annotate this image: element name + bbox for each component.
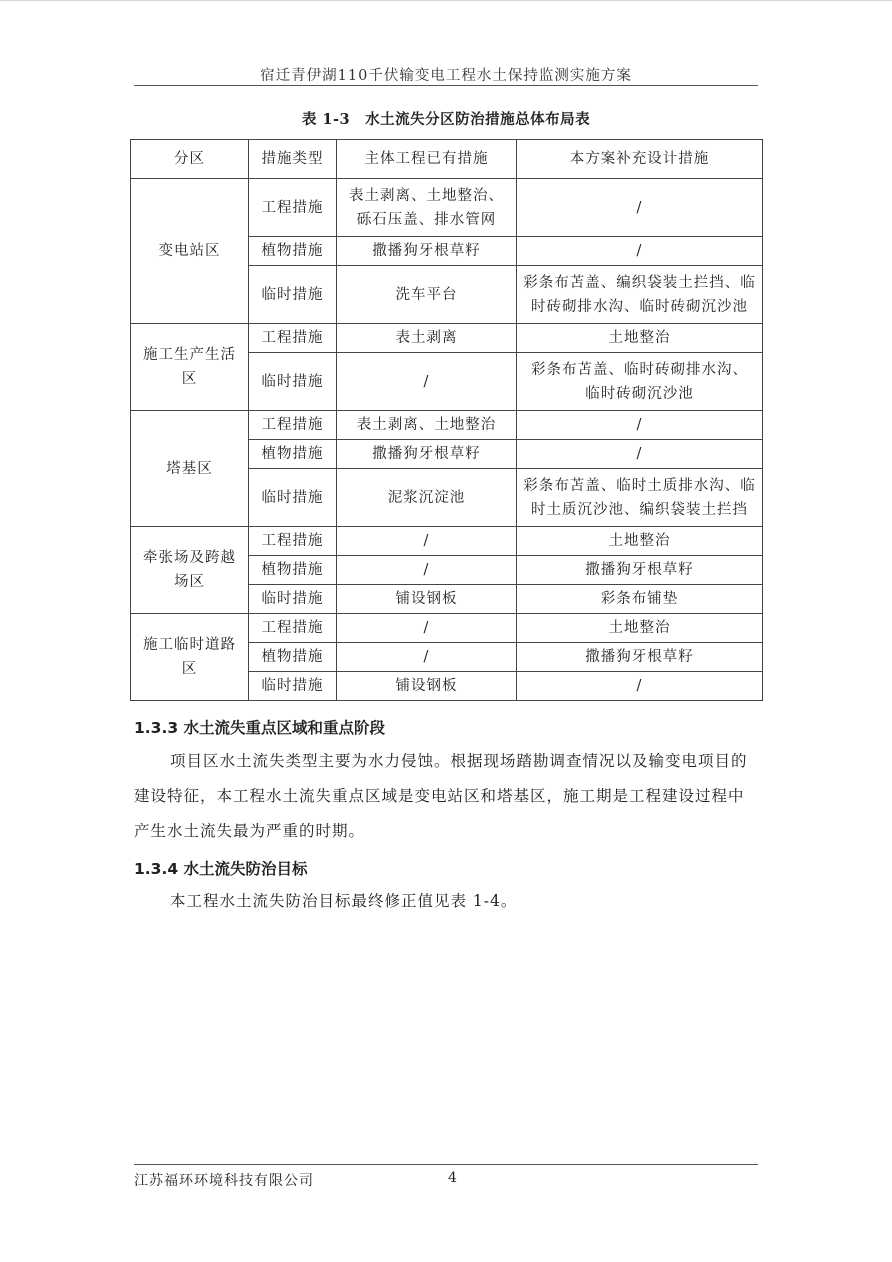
existing-measures-cell xyxy=(337,672,517,701)
cell-text-line: / xyxy=(636,199,643,216)
measure-type-cell: 植物措施 xyxy=(249,556,337,585)
cell-text-line: / xyxy=(636,678,643,694)
cell-text-line: 撒播狗牙根草籽 xyxy=(372,243,481,259)
cell-text-line: 彩条布铺垫 xyxy=(600,591,679,607)
measure-type-cell: 工程措施 xyxy=(249,614,337,643)
zone-cell: 塔基区 xyxy=(131,411,249,527)
measure-type-cell: 工程措施 xyxy=(249,324,337,353)
cell-text-line: / xyxy=(423,562,430,578)
supplement-measures-cell xyxy=(517,179,763,237)
cell-text-line: / xyxy=(423,533,430,549)
section-heading-1-3-3: 1.3.3 水土流失重点区域和重点阶段 xyxy=(134,719,386,737)
supplement-measures-cell xyxy=(517,237,763,266)
cell-text-line: / xyxy=(423,620,430,636)
measure-type-cell: 临时措施 xyxy=(249,672,337,701)
cell-text-line: 表土剥离、土地整治 xyxy=(356,417,497,433)
measure-type-cell: 临时措施 xyxy=(249,585,337,614)
measure-type-cell: 植物措施 xyxy=(249,643,337,672)
supplement-measures-cell xyxy=(517,353,763,411)
table-row xyxy=(131,179,763,237)
measure-type-cell: 临时措施 xyxy=(249,469,337,527)
existing-measures-cell xyxy=(337,614,517,643)
existing-measures-cell xyxy=(337,440,517,469)
section-paragraph-1-3-3: 项目区水土流失类型主要为水力侵蚀。根据现场踏勘调查情况以及输变电项目的建设特征，本工程水土流失重点区域是变电站区和塔基区，施工期是工程建设过程中产生水土流失最为严重的时期。 xyxy=(134,752,748,840)
table-row xyxy=(131,614,763,643)
zone-cell: 变电站区 xyxy=(131,179,249,324)
footer-divider xyxy=(134,1164,758,1165)
table-caption: 表 1-3 水土流失分区防治措施总体布局表 xyxy=(301,111,591,128)
supplement-measures-cell xyxy=(517,527,763,556)
measure-type-cell: 临时措施 xyxy=(249,266,337,324)
cell-text-line: / xyxy=(636,446,643,462)
cell-text-line: 彩条布苫盖、临时土质排水沟、临 xyxy=(523,477,756,494)
measure-type-cell: 植物措施 xyxy=(249,237,337,266)
existing-measures-cell xyxy=(337,527,517,556)
cell-text-line: 泥浆沉淀池 xyxy=(387,489,466,506)
supplement-measures-cell xyxy=(517,469,763,527)
cell-text-line: 撒播狗牙根草籽 xyxy=(585,649,694,665)
cell-text-line: 土地整治 xyxy=(608,620,671,636)
existing-measures-cell xyxy=(337,643,517,672)
column-header-supplement: 本方案补充设计措施 xyxy=(517,140,763,179)
column-header-existing: 主体工程已有措施 xyxy=(337,140,517,179)
cell-text-line: 土地整治 xyxy=(608,533,671,549)
cell-text-line: 表土剥离、土地整治、 xyxy=(349,187,504,204)
measure-type-cell: 工程措施 xyxy=(249,411,337,440)
cell-text-line: 撒播狗牙根草籽 xyxy=(585,562,694,578)
cell-text-line: 铺设钢板 xyxy=(395,591,458,607)
cell-text-line: 彩条布苫盖、临时砖砌排水沟、 xyxy=(531,361,748,378)
column-header-type: 措施类型 xyxy=(249,140,337,179)
cell-text-line: 土地整治 xyxy=(608,330,671,346)
cell-text-line: 临时砖砌沉沙池 xyxy=(585,385,694,402)
cell-text-line: 时砖砌排水沟、临时砖砌沉沙池 xyxy=(531,298,748,315)
existing-measures-cell xyxy=(337,353,517,411)
supplement-measures-cell xyxy=(517,672,763,701)
table-row xyxy=(131,527,763,556)
table-body xyxy=(131,179,763,701)
column-header-zone: 分区 xyxy=(131,140,249,179)
measure-type-cell: 工程措施 xyxy=(249,527,337,556)
supplement-measures-cell xyxy=(517,643,763,672)
supplement-measures-cell xyxy=(517,266,763,324)
measure-type-cell: 植物措施 xyxy=(249,440,337,469)
existing-measures-cell xyxy=(337,237,517,266)
cell-text-line: 撒播狗牙根草籽 xyxy=(372,446,481,462)
existing-measures-cell xyxy=(337,179,517,237)
supplement-measures-cell xyxy=(517,411,763,440)
cell-text-line: 洗车平台 xyxy=(395,286,458,303)
table-row xyxy=(131,411,763,440)
section-heading-1-3-4: 1.3.4 水土流失防治目标 xyxy=(134,860,308,878)
zone-cell: 牵张场及跨越场区 xyxy=(131,527,249,614)
cell-text-line: / xyxy=(636,417,643,433)
cell-text-line: 铺设钢板 xyxy=(395,678,458,694)
cell-text-line: 彩条布苫盖、编织袋装土拦挡、临 xyxy=(523,274,756,291)
cell-text-line: 时土质沉沙池、编织袋装土拦挡 xyxy=(531,501,748,518)
existing-measures-cell xyxy=(337,469,517,527)
supplement-measures-cell xyxy=(517,585,763,614)
supplement-measures-cell xyxy=(517,614,763,643)
page-number: 4 xyxy=(448,1170,457,1186)
top-edge-rule xyxy=(0,0,892,1)
measure-type-cell: 临时措施 xyxy=(249,353,337,411)
existing-measures-cell xyxy=(337,585,517,614)
page-header-title: 宿迁青伊湖110千伏输变电工程水土保持监测实施方案 xyxy=(260,68,632,84)
table-header-row xyxy=(131,140,763,179)
existing-measures-cell xyxy=(337,556,517,585)
section-paragraph-1-3-4: 本工程水土流失防治目标最终修正值见表 1-4。 xyxy=(170,892,518,910)
measures-layout-table xyxy=(130,139,763,701)
existing-measures-cell xyxy=(337,266,517,324)
cell-text-line: 砾石压盖、排水管网 xyxy=(356,211,497,228)
existing-measures-cell xyxy=(337,411,517,440)
cell-text-line: / xyxy=(423,373,430,390)
table-row xyxy=(131,324,763,353)
header-divider xyxy=(134,85,758,86)
measure-type-cell: 工程措施 xyxy=(249,179,337,237)
supplement-measures-cell xyxy=(517,556,763,585)
cell-text-line: / xyxy=(423,649,430,665)
supplement-measures-cell xyxy=(517,324,763,353)
zone-cell: 施工临时道路区 xyxy=(131,614,249,701)
cell-text-line: / xyxy=(636,243,643,259)
zone-cell: 施工生产生活区 xyxy=(131,324,249,411)
existing-measures-cell xyxy=(337,324,517,353)
supplement-measures-cell xyxy=(517,440,763,469)
footer-company: 江苏福环环境科技有限公司 xyxy=(134,1173,314,1189)
cell-text-line: 表土剥离 xyxy=(395,330,458,346)
